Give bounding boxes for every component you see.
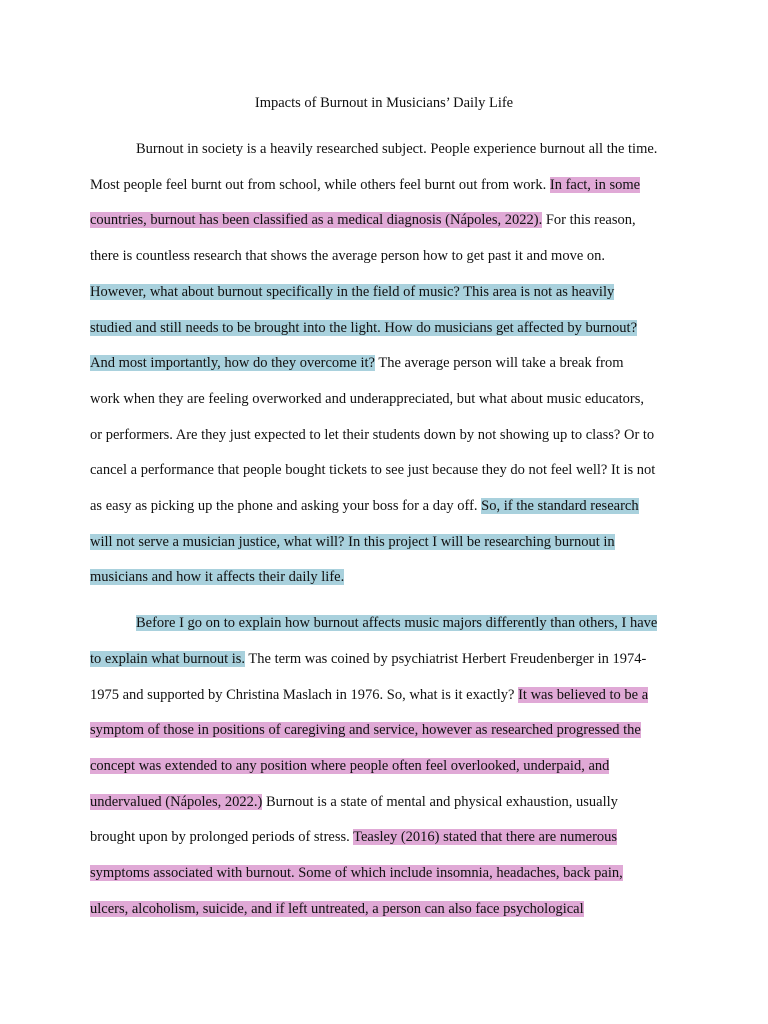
paragraph-2-line-6 bbox=[90, 793, 618, 811]
text-segment: For this reason, bbox=[542, 212, 636, 228]
text-segment: brought upon by prolonged periods of stress. bbox=[90, 829, 354, 845]
paragraph-1-line-7 bbox=[90, 354, 624, 372]
text-segment: Most people feel burnt out from school, while others feel burnt out from work. bbox=[90, 177, 550, 193]
text-segment: as easy as picking up the phone and asking your boss for a day off. bbox=[90, 498, 482, 514]
blue-highlight: So, if the standard research bbox=[481, 498, 639, 514]
blue-highlight: will not serve a musician justice, what will? In this project I will be researching burnout in bbox=[90, 534, 615, 550]
paragraph-1-line-1 bbox=[136, 140, 657, 158]
paragraph-2-line-2 bbox=[90, 650, 646, 668]
pink-highlight: symptom of those in positions of caregiving and service, however as researched progressed the bbox=[90, 722, 641, 738]
pink-highlight: concept was extended to any position where people often feel overlooked, underpaid, and bbox=[90, 758, 610, 774]
text-segment: 1975 and supported by Christina Maslach in 1976. So, what is it exactly? bbox=[90, 687, 519, 703]
blue-highlight: musicians and how it affects their daily life. bbox=[90, 569, 345, 585]
paragraph-1-line-3 bbox=[90, 211, 636, 229]
pink-highlight: ulcers, alcoholism, suicide, and if left untreated, a person can also face psychological bbox=[90, 901, 584, 917]
pink-highlight: countries, burnout has been classified as a medical diagnosis (Nápoles, 2022). bbox=[90, 212, 543, 228]
blue-highlight: However, what about burnout specifically in the field of music? This area is not as heavily bbox=[90, 284, 615, 300]
paragraph-1-line-9 bbox=[90, 426, 654, 444]
text-segment: work when they are feeling overworked and underappreciated, but what about music educators, bbox=[90, 391, 645, 407]
paragraph-2-line-1 bbox=[136, 614, 657, 632]
paragraph-1-line-13 bbox=[90, 568, 344, 586]
text-segment: cancel a performance that people bought tickets to see just because they do not feel well? It is not bbox=[90, 462, 656, 478]
paragraph-1-line-8 bbox=[90, 390, 644, 408]
text-segment: The term was coined by psychiatrist Herbert Freudenberger in 1974- bbox=[245, 651, 647, 667]
paragraph-1-line-6 bbox=[90, 319, 637, 337]
paragraph-1-line-12 bbox=[90, 533, 615, 551]
paragraph-1-line-5 bbox=[90, 283, 614, 301]
paragraph-1-line-10 bbox=[90, 461, 655, 479]
document-title: Impacts of Burnout in Musicians’ Daily Life bbox=[254, 95, 514, 111]
paragraph-2-line-7 bbox=[90, 828, 617, 846]
text-segment: The average person will take a break from bbox=[374, 355, 624, 371]
paragraph-2-line-5 bbox=[90, 757, 609, 775]
blue-highlight: Before I go on to explain how burnout affects music majors differently than others, I have bbox=[136, 615, 658, 631]
pink-highlight: symptoms associated with burnout. Some of which include insomnia, headaches, back pain, bbox=[90, 865, 623, 881]
text-segment: Burnout in society is a heavily researched subject. People experience burnout all the time. bbox=[136, 141, 658, 157]
blue-highlight: And most importantly, how do they overcome it? bbox=[90, 355, 375, 371]
paragraph-2-line-9 bbox=[90, 900, 584, 918]
paragraph-1-line-2 bbox=[90, 176, 640, 194]
blue-highlight: to explain what burnout is. bbox=[90, 651, 246, 667]
paragraph-1-line-11 bbox=[90, 497, 639, 515]
paragraph-2-line-8 bbox=[90, 864, 623, 882]
text-segment: Burnout is a state of mental and physical exhaustion, usually bbox=[262, 794, 618, 810]
pink-highlight: undervalued (Nápoles, 2022.) bbox=[90, 794, 263, 810]
paragraph-2-line-4 bbox=[90, 721, 641, 739]
text-segment: or performers. Are they just expected to let their students down by not showing up to class? Or to bbox=[90, 427, 655, 443]
pink-highlight: Teasley (2016) stated that there are numerous bbox=[353, 829, 618, 845]
text-segment: there is countless research that shows the average person how to get past it and move on. bbox=[90, 248, 606, 264]
paragraph-2-line-3 bbox=[90, 686, 648, 704]
pink-highlight: In fact, in some bbox=[549, 177, 641, 193]
paragraph-1-line-4 bbox=[90, 247, 605, 265]
pink-highlight: It was believed to be a bbox=[518, 687, 649, 703]
blue-highlight: studied and still needs to be brought into the light. How do musicians get affected by burnout? bbox=[90, 320, 638, 336]
